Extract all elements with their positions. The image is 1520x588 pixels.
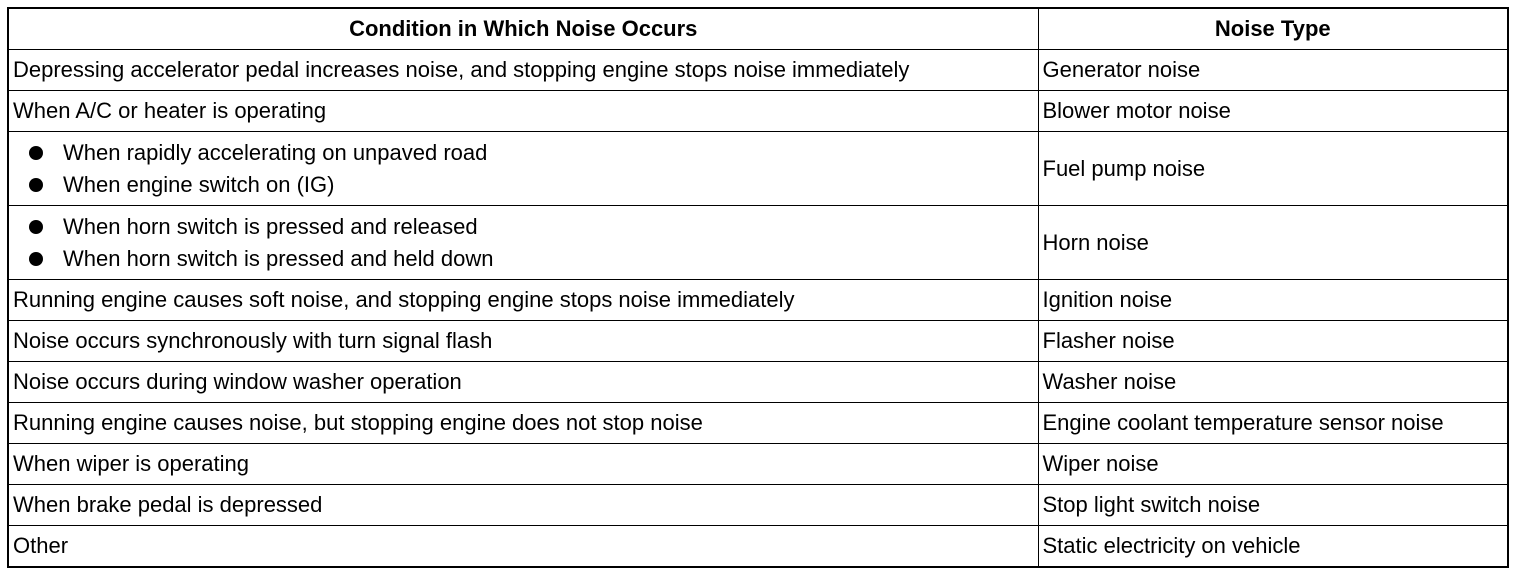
condition-bullet-text: When rapidly accelerating on unpaved road	[63, 139, 488, 165]
header-row	[8, 8, 1508, 50]
table-row	[8, 485, 1508, 526]
header-noise-type: Noise Type	[1038, 8, 1508, 50]
bullet-dot-icon	[29, 146, 43, 160]
condition-cell: Depressing accelerator pedal increases noise, and stopping engine stops noise immediately	[8, 50, 1038, 91]
table-row	[8, 362, 1508, 403]
table-row	[8, 132, 1508, 206]
condition-cell	[8, 132, 1038, 206]
condition-cell: Running engine causes noise, but stopping engine does not stop noise	[8, 403, 1038, 444]
condition-bullet-text: When horn switch is pressed and held down	[63, 245, 494, 271]
condition-cell	[8, 206, 1038, 280]
condition-bullet	[29, 243, 1034, 275]
table-row	[8, 50, 1508, 91]
noise-type-cell: Washer noise	[1038, 362, 1508, 403]
condition-cell: When brake pedal is depressed	[8, 485, 1038, 526]
condition-cell: When wiper is operating	[8, 444, 1038, 485]
noise-table	[7, 7, 1509, 568]
condition-bullet	[29, 137, 1034, 169]
condition-cell: Noise occurs synchronously with turn signal flash	[8, 321, 1038, 362]
condition-bullet	[29, 169, 1034, 201]
noise-type-cell: Ignition noise	[1038, 280, 1508, 321]
bullet-dot-icon	[29, 178, 43, 192]
table-row	[8, 91, 1508, 132]
noise-type-cell: Engine coolant temperature sensor noise	[1038, 403, 1508, 444]
condition-bullet-text: When engine switch on (IG)	[63, 171, 335, 197]
noise-type-cell: Generator noise	[1038, 50, 1508, 91]
table-row	[8, 403, 1508, 444]
noise-type-cell: Blower motor noise	[1038, 91, 1508, 132]
noise-type-cell: Static electricity on vehicle	[1038, 526, 1508, 568]
noise-type-cell: Flasher noise	[1038, 321, 1508, 362]
noise-type-cell: Fuel pump noise	[1038, 132, 1508, 206]
noise-type-cell: Wiper noise	[1038, 444, 1508, 485]
table-row	[8, 280, 1508, 321]
condition-bullet-list	[13, 211, 1034, 275]
header-condition: Condition in Which Noise Occurs	[8, 8, 1038, 50]
table-row	[8, 321, 1508, 362]
condition-cell: Noise occurs during window washer operation	[8, 362, 1038, 403]
condition-bullet	[29, 211, 1034, 243]
noise-type-cell: Stop light switch noise	[1038, 485, 1508, 526]
table-row	[8, 206, 1508, 280]
condition-bullet-text: When horn switch is pressed and released	[63, 213, 478, 239]
condition-cell: Other	[8, 526, 1038, 568]
condition-cell: Running engine causes soft noise, and stopping engine stops noise immediately	[8, 280, 1038, 321]
condition-cell: When A/C or heater is operating	[8, 91, 1038, 132]
condition-bullet-list	[13, 137, 1034, 201]
bullet-dot-icon	[29, 220, 43, 234]
table-row	[8, 444, 1508, 485]
noise-type-cell: Horn noise	[1038, 206, 1508, 280]
bullet-dot-icon	[29, 252, 43, 266]
table-row	[8, 526, 1508, 568]
